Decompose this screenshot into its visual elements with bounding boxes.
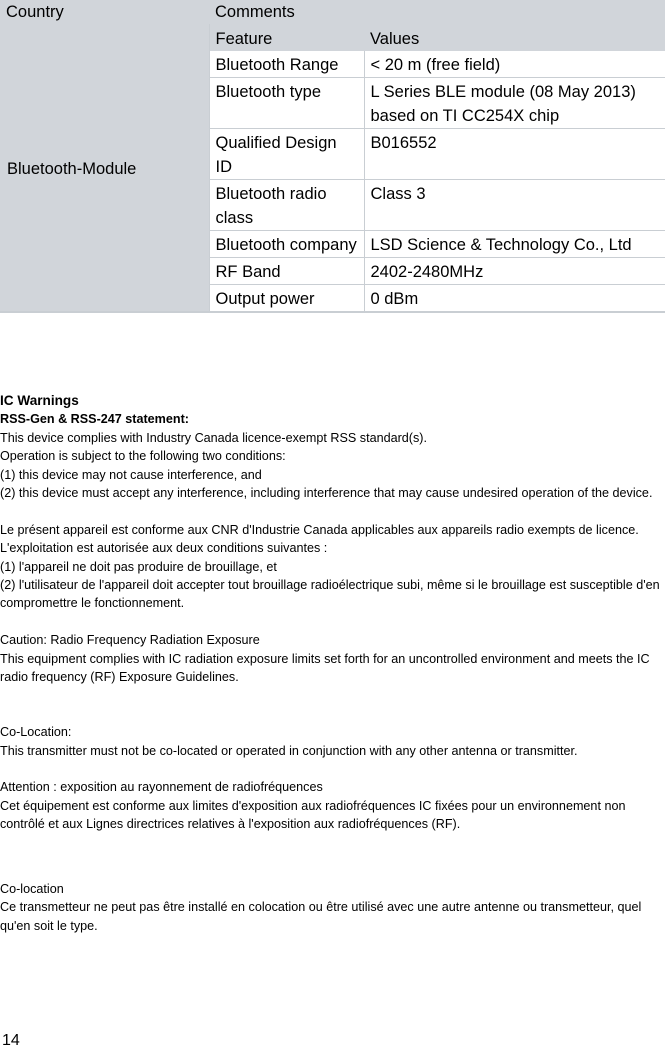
feature-cell: Qualified Design ID (209, 129, 364, 180)
english-statement (0, 429, 665, 503)
attention-text: Cet équipement est conforme aux limites d'exposition aux radiofréquences IC fixées pour un environnement non contrôlé et aux Lignes directrices relatives à l'exposition aux radiofréquences (RF). (0, 798, 626, 832)
statement-line: (1) this device may not cause interference, and (0, 467, 262, 482)
statement-line: L'exploitation est autorisée aux deux conditions suivantes : (0, 541, 328, 556)
colocation-text: This transmitter must not be co-located or operated in conjunction with any other antenna or transmitter. (0, 743, 578, 758)
french-statement (0, 521, 665, 613)
country-cell: Bluetooth-Module (0, 24, 209, 312)
colocation-title: Co-Location: (0, 725, 72, 740)
feature-cell: Bluetooth radio class (209, 180, 364, 231)
rss-statement-subheading: RSS-Gen & RSS-247 statement: (0, 412, 189, 427)
feature-cell: RF Band (209, 258, 364, 285)
value-cell: B016552 (364, 129, 665, 180)
feature-cell: Output power (209, 285, 364, 313)
statement-line: (2) this device must accept any interference, including interference that may cause undesired operation of the device. (0, 486, 653, 501)
caution-title: Caution: Radio Frequency Radiation Exposure (0, 633, 260, 648)
value-cell: L Series BLE module (08 May 2013) based on TI CC254X chip (364, 78, 665, 129)
colocation-fr-text: Ce transmetteur ne peut pas être installé en colocation ou être utilisé avec une autre antenne ou transmetteur, quel qu'en soit le type. (0, 900, 642, 933)
value-cell: 0 dBm (364, 285, 665, 313)
table-subheader-row (0, 24, 665, 51)
colocation-fr-title: Co-location (0, 881, 64, 896)
ic-warnings-section (0, 392, 665, 935)
caution-text: This equipment complies with IC radiation exposure limits set forth for an uncontrolled environment and meets the IC radio frequency (RF) Exposure Guidelines. (0, 651, 650, 685)
feature-cell: Bluetooth company (209, 231, 364, 258)
subheader-values: Values (364, 24, 665, 51)
ic-warnings-heading: IC Warnings (0, 393, 79, 408)
value-cell: < 20 m (free field) (364, 51, 665, 78)
attention-block (0, 778, 665, 833)
statement-line: Le présent appareil est conforme aux CNR d'Industrie Canada applicables aux appareils radio exempts de licence. (0, 522, 639, 537)
feature-cell: Bluetooth type (209, 78, 364, 129)
page-number: 14 (2, 1032, 20, 1049)
statement-line: (1) l'appareil ne doit pas produire de brouillage, et (0, 559, 277, 574)
statement-line: This device complies with Industry Canada licence-exempt RSS standard(s). (0, 430, 427, 445)
colocation-block (0, 723, 665, 760)
value-cell: 2402-2480MHz (364, 258, 665, 285)
header-comments: Comments (209, 0, 665, 24)
caution-block (0, 631, 665, 686)
table-header-row (0, 0, 665, 24)
subheader-feature: Feature (209, 24, 364, 51)
value-cell: LSD Science & Technology Co., Ltd (364, 231, 665, 258)
statement-line: (2) l'utilisateur de l'appareil doit accepter tout brouillage radioélectrique subi, même si le brouillage est susceptible d'en compromettre le fonctionnement. (0, 578, 660, 611)
attention-title: Attention : exposition au rayonnement de radiofréquences (0, 780, 323, 795)
feature-cell: Bluetooth Range (209, 51, 364, 78)
statement-line: Operation is subject to the following two conditions: (0, 449, 286, 464)
header-country: Country (0, 0, 209, 24)
colocation-fr-block (0, 880, 665, 935)
bluetooth-spec-table (0, 0, 665, 313)
value-cell: Class 3 (364, 180, 665, 231)
